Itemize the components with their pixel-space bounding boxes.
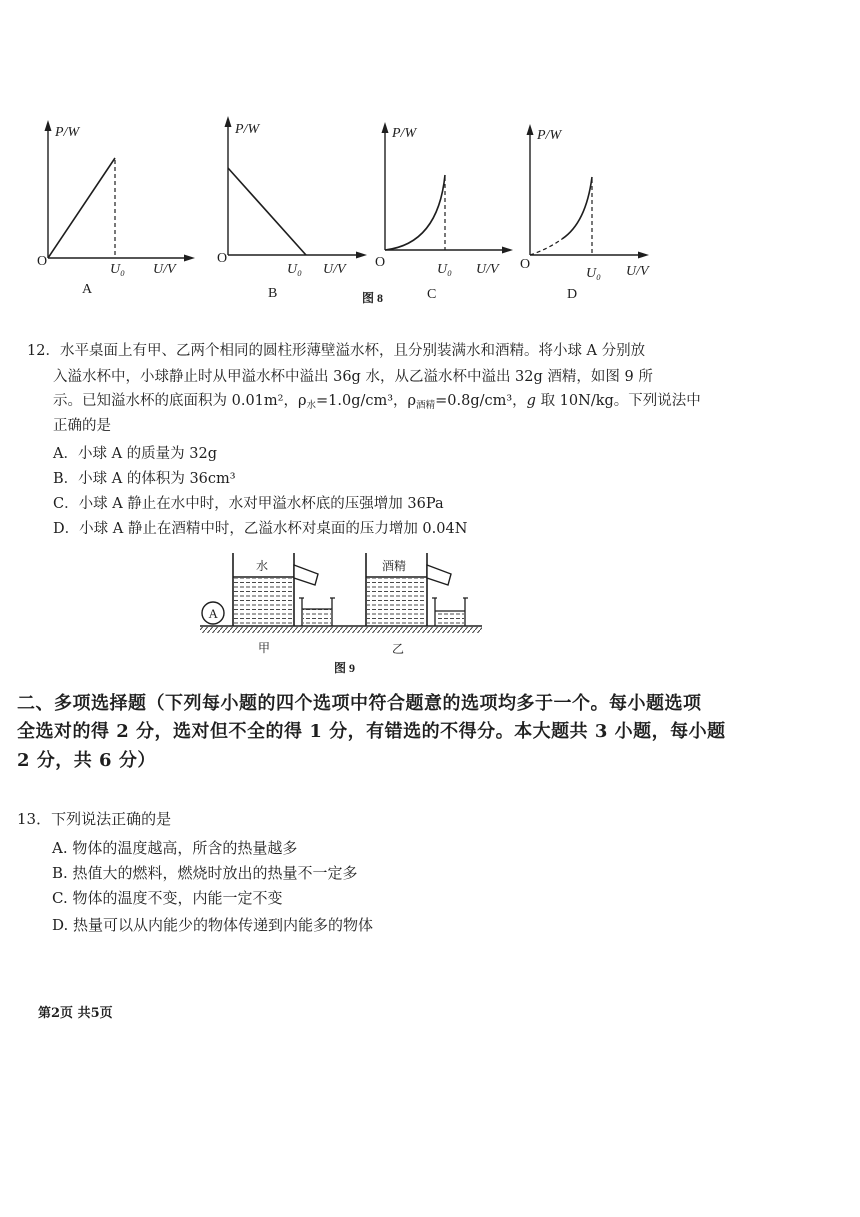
figure-8 — [0, 0, 860, 310]
ball-label: A — [208, 606, 218, 621]
page-footer: 第2页 共5页 — [38, 1006, 113, 1021]
y-axis-arrow-icon — [382, 122, 389, 133]
section-2-line-3: 2 分，共 6 分） — [17, 750, 156, 771]
q12-line-3-part: 示。已知溢水杯的底面积为 0.01m²，ρ — [53, 393, 307, 409]
beaker-left — [299, 598, 335, 626]
graph-d — [520, 124, 650, 302]
right-liquid-label: 酒精 — [382, 559, 407, 573]
graph-c — [375, 122, 513, 302]
x-axis-label: U/V — [153, 262, 176, 277]
q12-line-3-part: =0.8g/cm³， — [435, 393, 527, 409]
y-axis-label: P/W — [392, 126, 417, 141]
origin-label: O — [37, 254, 48, 269]
u0-label: U₀ — [586, 266, 601, 281]
graph-d-curve-dashed — [530, 239, 562, 255]
x-axis-label: U/V — [626, 264, 649, 279]
rho-water-subscript: 水 — [306, 400, 316, 411]
origin-label: O — [520, 257, 531, 272]
origin-label: O — [375, 255, 386, 270]
table-surface — [200, 626, 482, 633]
graph-b-line — [228, 168, 306, 255]
origin-label: O — [217, 251, 228, 266]
graph-letter: B — [268, 286, 278, 301]
q13-option-b: B. 热值大的燃料，燃烧时放出的热量不一定多 — [52, 864, 358, 882]
figure-8-caption: 图 8 — [362, 291, 384, 305]
graph-b — [217, 116, 367, 301]
x-axis-arrow-icon — [638, 252, 649, 259]
q13-stem: 13．下列说法正确的是 — [17, 810, 172, 828]
q12-line-3-part: 取 10N/kg。下列说法中 — [535, 393, 701, 409]
section-2-line-2: 全选对的得 2 分，选对但不全的得 1 分，有错选的不得分。本大题共 3 小题，每小题 — [17, 721, 726, 742]
q12-line-1: 12．水平桌面上有甲、乙两个相同的圆柱形薄壁溢水杯，且分别装满水和酒精。将小球 A 分别放 — [27, 343, 646, 359]
y-axis-arrow-icon — [527, 124, 534, 135]
x-axis-arrow-icon — [184, 255, 195, 262]
q12-option-b: B．小球 A 的体积为 36cm³ — [53, 471, 236, 487]
right-cup-name: 乙 — [392, 642, 405, 656]
section-2-line-1: 二、多项选择题（下列每小题的四个选项中符合题意的选项均多于一个。每小题选项 — [17, 693, 702, 714]
graph-letter: D — [567, 287, 578, 302]
figure-9-caption: 图 9 — [334, 661, 356, 675]
figure-9 — [0, 540, 860, 680]
q12-line-3 — [53, 394, 701, 411]
graph-letter: C — [427, 287, 437, 302]
x-axis-arrow-icon — [502, 247, 513, 254]
y-axis-label: P/W — [235, 122, 260, 137]
left-liquid-label: 水 — [256, 559, 269, 573]
graph-d-curve — [562, 177, 592, 239]
x-axis-label: U/V — [323, 262, 346, 277]
rho-alcohol-subscript: 酒精 — [416, 400, 436, 411]
x-axis-label: U/V — [476, 262, 499, 277]
q12-option-a: A．小球 A 的质量为 32g — [53, 446, 218, 462]
q12-option-c: C．小球 A 静止在水中时，水对甲溢水杯底的压强增加 36Pa — [53, 496, 444, 512]
u0-label: U₀ — [110, 262, 125, 277]
graph-letter: A — [82, 282, 93, 297]
q13-option-c: C. 物体的温度不变，内能一定不变 — [52, 889, 283, 907]
q12-option-d: D．小球 A 静止在酒精中时，乙溢水杯对桌面的压力增加 0.04N — [53, 521, 468, 537]
q12-line-2: 入溢水杯中，小球静止时从甲溢水杯中溢出 36g 水，从乙溢水杯中溢出 32g 酒精，如图 9 所 — [53, 369, 653, 385]
q13-option-a: A. 物体的温度越高，所含的热量越多 — [52, 839, 298, 857]
y-axis-label: P/W — [55, 125, 80, 140]
ball-a — [202, 602, 224, 624]
graph-c-curve — [385, 175, 445, 250]
graph-a — [37, 120, 195, 297]
spout-right — [427, 565, 451, 585]
q13-option-d: D. 热量可以从内能少的物体传递到内能多的物体 — [52, 916, 374, 934]
left-cup-name: 甲 — [258, 641, 271, 655]
u0-label: U₀ — [437, 262, 452, 277]
y-axis-arrow-icon — [45, 120, 52, 131]
q12-line-3-part: =1.0g/cm³，ρ — [316, 393, 417, 409]
y-axis-arrow-icon — [225, 116, 232, 127]
spout-left — [294, 565, 318, 585]
x-axis-arrow-icon — [356, 252, 367, 259]
y-axis-label: P/W — [537, 128, 562, 143]
g-symbol: g — [526, 393, 536, 409]
graph-a-line — [48, 158, 115, 258]
beaker-right — [432, 598, 468, 626]
q12-line-4: 正确的是 — [53, 418, 111, 434]
u0-label: U₀ — [287, 262, 302, 277]
